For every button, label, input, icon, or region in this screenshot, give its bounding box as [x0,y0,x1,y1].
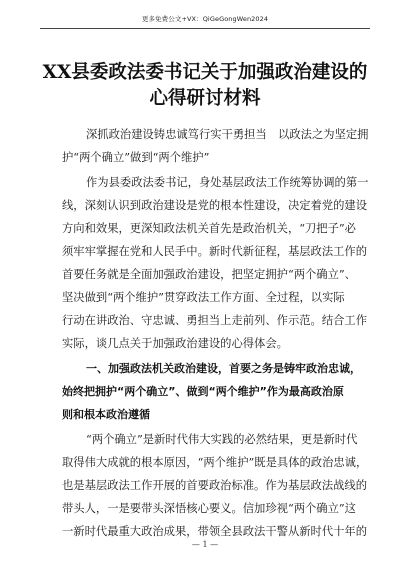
section-heading-line-1: 一、加强政法机关政治建设，首要之务是铸牢政治忠诚， [86,362,361,375]
body-paragraph-line: 也是基层政法工作开展的首要政治标准。作为基层政法战线的 [62,479,368,492]
body-paragraph-line: 首要任务就是全面加强政治建设，把坚定拥护“两个确立”、 [62,268,356,281]
body-paragraph-line: 方向和效果，更深知政法机关首先是政治机关，“刀把子”必 [62,222,356,235]
body-paragraph-line: 带头人，一是要带头深悟核心要义。信加珍视“两个确立”这 [62,502,356,515]
document-title-line-1: XX县委政法委书记关于加强政治建设的 [42,62,368,83]
body-paragraph-line: 坚决做到“两个维护”贯穿政法工作方面、全过程，以实际 [62,291,345,304]
subtitle-line-2: 护“两个确立”做到“两个维护” [62,151,210,164]
body-paragraph-line: “两个确立”是新时代伟大实践的必然结果，更是新时代 [86,433,358,446]
body-paragraph-line: 一新时代最重大政治成果，带领全县政法干警从新时代十年的 [62,525,368,538]
body-paragraph-line: 实际，谈几点关于加强政治建设的心得体会。 [62,337,288,350]
body-paragraph-line: 行动在讲政治、守忠诚、勇担当上走前列、作示范。结合工作 [62,314,368,327]
page-number: — 1 — [191,540,219,549]
subtitle-line-1: 深抓政治建设铸忠诚笃行实干勇担当 以政法之为坚定拥 [86,128,369,141]
document-title-line-2: 心得研讨材料 [149,88,261,109]
body-paragraph-line: 取得伟大成就的根本原因，“两个维护”既是具体的政治忠诚， [62,456,368,469]
section-heading-line-2: 始终把拥护“两个确立”、做到“两个维护”作为最高政治原 [62,385,344,398]
header-divider [40,28,370,29]
header-banner: 更多免费公文+VX：QiGeGongWen2024 [141,15,269,23]
section-heading-line-3: 则和根本政治遵循 [62,408,150,421]
body-paragraph-line: 作为县委政法委书记，身处基层政法工作统筹协调的第一 [86,176,369,189]
body-paragraph-line: 线，深刻认识到政治建设是党的根本性建设，决定着党的建设 [62,199,368,212]
body-paragraph-line: 须牢牢掌握在党和人民手中。新时代新征程，基层政法工作的 [62,245,368,258]
